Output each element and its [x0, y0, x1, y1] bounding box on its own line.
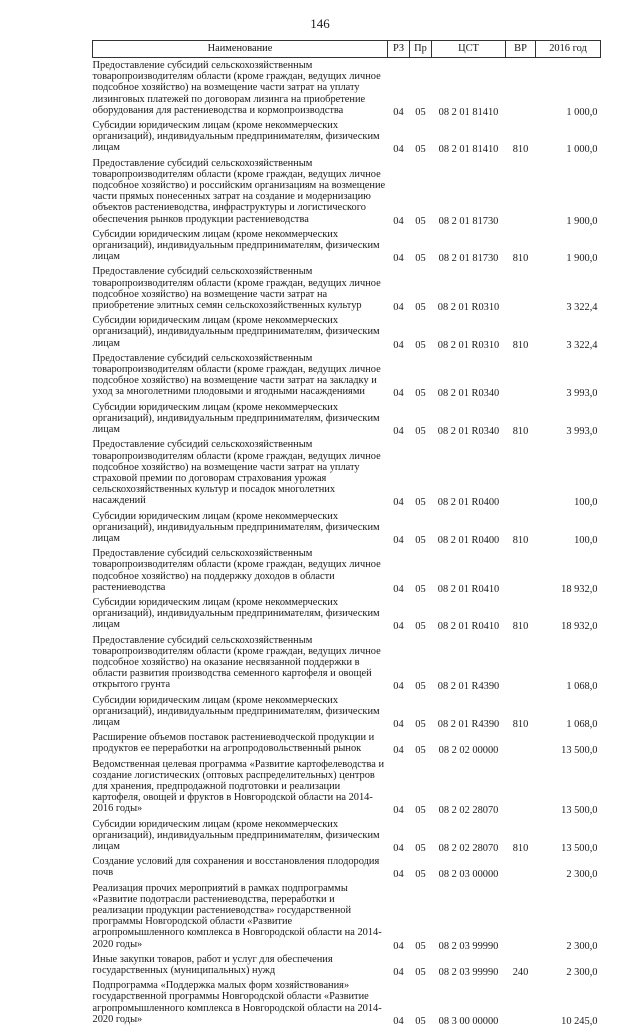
row-sum-cell: 3 993,0 [536, 351, 601, 400]
row-cst-cell: 08 2 01 R0410 [432, 546, 506, 595]
row-cst-cell: 08 2 01 81410 [432, 58, 506, 119]
row-pr-cell: 05 [410, 693, 432, 731]
row-rz-cell: 04 [388, 264, 410, 313]
table-row [93, 757, 601, 817]
row-pr-cell: 05 [410, 227, 432, 265]
row-rz-cell: 04 [388, 156, 410, 227]
row-pr-cell: 05 [410, 400, 432, 438]
row-pr-cell: 05 [410, 58, 432, 119]
row-name-cell: Субсидии юридическим лицам (кроме некоммерческих организаций), индивидуальным предпринимателям, физическим лицам [93, 227, 388, 265]
row-name-cell: Предоставление субсидий сельскохозяйственным товаропроизводителям области (кроме граждан, ведущих личное подсобное хозяйство) на возмещение части затрат на закладку и уход за многолетними плодовыми и ягодными насаждениями [93, 351, 388, 400]
row-pr-cell: 05 [410, 156, 432, 227]
row-sum-cell: 13 500,0 [536, 757, 601, 817]
row-pr-cell: 05 [410, 757, 432, 817]
row-vr-cell: 810 [506, 509, 536, 547]
row-sum-cell: 3 993,0 [536, 400, 601, 438]
row-sum-cell: 13 500,0 [536, 817, 601, 855]
row-rz-cell: 04 [388, 400, 410, 438]
row-name-cell: Предоставление субсидий сельскохозяйственным товаропроизводителям области (кроме граждан, ведущих личное подсобное хозяйство) на возмещение части затрат на приобретение элитных семян сельскохозяйственных культур [93, 264, 388, 313]
row-cst-cell: 08 2 03 99990 [432, 952, 506, 978]
row-pr-cell: 05 [410, 633, 432, 693]
row-cst-cell: 08 2 02 28070 [432, 757, 506, 817]
row-vr-cell [506, 633, 536, 693]
table-row [93, 546, 601, 595]
row-rz-cell: 04 [388, 881, 410, 952]
row-sum-cell: 2 300,0 [536, 881, 601, 952]
row-name-cell: Предоставление субсидий сельскохозяйственным товаропроизводителям области (кроме граждан, ведущих личное подсобное хозяйство) на оказание несвязанной поддержки в области развития производства семенного картофеля и овощей открытого грунта [93, 633, 388, 693]
row-cst-cell: 08 2 01 R0400 [432, 437, 506, 508]
row-sum-cell: 1 000,0 [536, 58, 601, 119]
row-vr-cell [506, 546, 536, 595]
table-row [93, 595, 601, 633]
row-name-cell: Субсидии юридическим лицам (кроме некоммерческих организаций), индивидуальным предпринимателям, физическим лицам [93, 400, 388, 438]
row-vr-cell [506, 978, 536, 1027]
row-sum-cell: 100,0 [536, 437, 601, 508]
row-cst-cell: 08 2 01 81730 [432, 156, 506, 227]
row-cst-cell: 08 2 01 R0340 [432, 400, 506, 438]
table-row [93, 881, 601, 952]
row-sum-cell: 100,0 [536, 509, 601, 547]
row-cst-cell: 08 2 02 28070 [432, 817, 506, 855]
row-pr-cell: 05 [410, 881, 432, 952]
budget-table [92, 40, 601, 1027]
row-pr-cell: 05 [410, 595, 432, 633]
row-cst-cell: 08 2 01 R0410 [432, 595, 506, 633]
table-row [93, 854, 601, 880]
row-vr-cell [506, 264, 536, 313]
table-header [93, 41, 601, 58]
row-cst-cell: 08 2 01 81730 [432, 227, 506, 265]
row-vr-cell [506, 156, 536, 227]
row-rz-cell: 04 [388, 952, 410, 978]
table-row [93, 351, 601, 400]
row-pr-cell: 05 [410, 546, 432, 595]
row-name-cell: Подпрограмма «Поддержка малых форм хозяйствования» государственной программы Новгородской области «Развитие агропромышленного комплекса в Новгородской области на 2014-2020 годы» [93, 978, 388, 1027]
table-row [93, 264, 601, 313]
row-vr-cell [506, 854, 536, 880]
table-row [93, 509, 601, 547]
page-number: 146 [0, 16, 640, 32]
row-name-cell: Предоставление субсидий сельскохозяйственным товаропроизводителям области (кроме граждан, ведущих личное подсобное хозяйство) и российским организациям на возмещение части прямых понесенных затрат на создание и модернизацию объектов растениеводства, инфраструктуры и логистического обеспечения рынков продукции растениеводства [93, 156, 388, 227]
row-cst-cell: 08 2 02 00000 [432, 730, 506, 756]
row-rz-cell: 04 [388, 595, 410, 633]
row-sum-cell: 1 068,0 [536, 633, 601, 693]
row-vr-cell: 810 [506, 227, 536, 265]
row-rz-cell: 04 [388, 817, 410, 855]
row-vr-cell [506, 881, 536, 952]
table-row [93, 978, 601, 1027]
table-body [93, 58, 601, 1027]
row-rz-cell: 04 [388, 118, 410, 156]
row-vr-cell [506, 757, 536, 817]
row-vr-cell: 810 [506, 817, 536, 855]
row-rz-cell: 04 [388, 227, 410, 265]
row-sum-cell: 1 900,0 [536, 227, 601, 265]
row-pr-cell: 05 [410, 978, 432, 1027]
row-rz-cell: 04 [388, 693, 410, 731]
row-sum-cell: 3 322,4 [536, 313, 601, 351]
row-rz-cell: 04 [388, 313, 410, 351]
row-rz-cell: 04 [388, 757, 410, 817]
row-name-cell: Субсидии юридическим лицам (кроме некоммерческих организаций), индивидуальным предпринимателям, физическим лицам [93, 595, 388, 633]
table-row [93, 118, 601, 156]
row-rz-cell: 04 [388, 730, 410, 756]
row-vr-cell [506, 730, 536, 756]
row-pr-cell: 05 [410, 817, 432, 855]
row-rz-cell: 04 [388, 546, 410, 595]
row-cst-cell: 08 2 01 R0400 [432, 509, 506, 547]
table-row [93, 817, 601, 855]
row-vr-cell [506, 351, 536, 400]
row-name-cell: Субсидии юридическим лицам (кроме некоммерческих организаций), индивидуальным предпринимателям, физическим лицам [93, 693, 388, 731]
row-name-cell: Субсидии юридическим лицам (кроме некоммерческих организаций), индивидуальным предпринимателям, физическим лицам [93, 313, 388, 351]
table-row [93, 952, 601, 978]
row-cst-cell: 08 2 01 81410 [432, 118, 506, 156]
row-pr-cell: 05 [410, 509, 432, 547]
table-row [93, 400, 601, 438]
row-sum-cell: 18 932,0 [536, 595, 601, 633]
row-cst-cell: 08 2 01 R0340 [432, 351, 506, 400]
row-rz-cell: 04 [388, 633, 410, 693]
row-name-cell: Субсидии юридическим лицам (кроме некоммерческих организаций), индивидуальным предпринимателям, физическим лицам [93, 118, 388, 156]
row-pr-cell: 05 [410, 313, 432, 351]
row-vr-cell: 240 [506, 952, 536, 978]
table-row [93, 437, 601, 508]
row-vr-cell [506, 437, 536, 508]
row-name-cell: Предоставление субсидий сельскохозяйственным товаропроизводителям области (кроме граждан, ведущих личное подсобное хозяйство) на поддержку доходов в области растениеводства [93, 546, 388, 595]
header-name: Наименование [93, 41, 388, 58]
row-name-cell: Иные закупки товаров, работ и услуг для обеспечения государственных (муниципальных) нужд [93, 952, 388, 978]
row-cst-cell: 08 3 00 00000 [432, 978, 506, 1027]
row-vr-cell: 810 [506, 313, 536, 351]
header-pr: Пр [410, 41, 432, 58]
row-rz-cell: 04 [388, 854, 410, 880]
row-pr-cell: 05 [410, 351, 432, 400]
row-cst-cell: 08 2 01 R4390 [432, 633, 506, 693]
table-row [93, 313, 601, 351]
row-rz-cell: 04 [388, 351, 410, 400]
table-row [93, 58, 601, 119]
row-sum-cell: 2 300,0 [536, 854, 601, 880]
header-vr: ВР [506, 41, 536, 58]
row-pr-cell: 05 [410, 264, 432, 313]
header-rz: РЗ [388, 41, 410, 58]
row-pr-cell: 05 [410, 952, 432, 978]
row-vr-cell: 810 [506, 595, 536, 633]
row-pr-cell: 05 [410, 437, 432, 508]
row-vr-cell: 810 [506, 400, 536, 438]
header-cst: ЦСТ [432, 41, 506, 58]
row-cst-cell: 08 2 03 00000 [432, 854, 506, 880]
row-vr-cell: 810 [506, 693, 536, 731]
row-cst-cell: 08 2 01 R4390 [432, 693, 506, 731]
table-row [93, 633, 601, 693]
table-row [93, 227, 601, 265]
row-pr-cell: 05 [410, 730, 432, 756]
row-name-cell: Предоставление субсидий сельскохозяйственным товаропроизводителям области (кроме граждан, ведущих личное подсобное хозяйство) на возмещение части затрат на уплату страховой премии по договорам страхования урожая сельскохозяйственных культур и посадок многолетних насаждений [93, 437, 388, 508]
row-vr-cell: 810 [506, 118, 536, 156]
row-vr-cell [506, 58, 536, 119]
row-name-cell: Субсидии юридическим лицам (кроме некоммерческих организаций), индивидуальным предпринимателям, физическим лицам [93, 509, 388, 547]
row-name-cell: Предоставление субсидий сельскохозяйственным товаропроизводителям области (кроме граждан, ведущих личное подсобное хозяйство) на возмещение части затрат на уплату лизинговых платежей по договорам лизинга на приобретение оборудования для растениеводства и кормопроизводства [93, 58, 388, 119]
row-rz-cell: 04 [388, 509, 410, 547]
row-sum-cell: 10 245,0 [536, 978, 601, 1027]
row-cst-cell: 08 2 01 R0310 [432, 264, 506, 313]
row-sum-cell: 13 500,0 [536, 730, 601, 756]
row-sum-cell: 2 300,0 [536, 952, 601, 978]
row-sum-cell: 1 900,0 [536, 156, 601, 227]
row-pr-cell: 05 [410, 118, 432, 156]
row-sum-cell: 18 932,0 [536, 546, 601, 595]
row-rz-cell: 04 [388, 58, 410, 119]
row-sum-cell: 1 000,0 [536, 118, 601, 156]
row-name-cell: Реализация прочих мероприятий в рамках подпрограммы «Развитие подотрасли растениеводства, переработки и реализации продукции растениеводства» государственной программы Новгородской области «Развитие агропромышленного комплекса в Новгородской области на 2014-2020 годы» [93, 881, 388, 952]
table-row [93, 693, 601, 731]
table-row [93, 156, 601, 227]
table-row [93, 730, 601, 756]
row-name-cell: Создание условий для сохранения и восстановления плодородия почв [93, 854, 388, 880]
row-cst-cell: 08 2 03 99990 [432, 881, 506, 952]
row-name-cell: Субсидии юридическим лицам (кроме некоммерческих организаций), индивидуальным предпринимателям, физическим лицам [93, 817, 388, 855]
row-name-cell: Расширение объемов поставок растениеводческой продукции и продуктов ее переработки на агропродовольственный рынок [93, 730, 388, 756]
header-year: 2016 год [536, 41, 601, 58]
row-pr-cell: 05 [410, 854, 432, 880]
row-sum-cell: 1 068,0 [536, 693, 601, 731]
row-rz-cell: 04 [388, 437, 410, 508]
row-cst-cell: 08 2 01 R0310 [432, 313, 506, 351]
row-rz-cell: 04 [388, 978, 410, 1027]
row-sum-cell: 3 322,4 [536, 264, 601, 313]
row-name-cell: Ведомственная целевая программа «Развитие картофелеводства и создание логистических (оптовых распределительных) центров для хранения, предпродажной подготовки и реализации картофеля, овощей и фруктов в Новгородской области на 2014-2016 годы» [93, 757, 388, 817]
